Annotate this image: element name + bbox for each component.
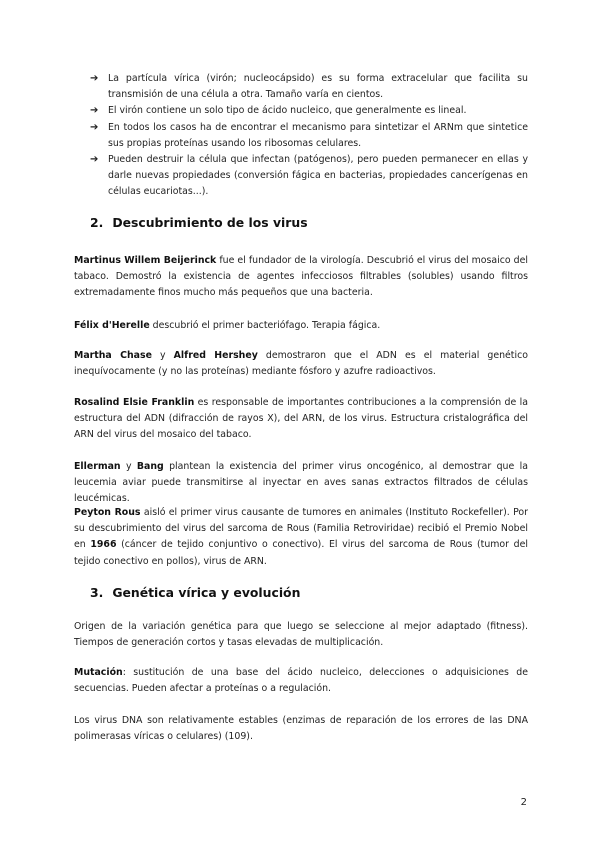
list-item: ➔ El virón contiene un solo tipo de ácido nucleico, que generalmente es lineal.: [90, 103, 528, 119]
arrow-icon: ➔: [90, 73, 99, 84]
list-item: ➔ La partícula vírica (virón; nucleocápsido) es su forma extracelular que facilita su transmisión de una célula a otra. Tamaño varía en cientos.: [90, 73, 528, 101]
paragraph-herelle: Félix d'Herelle descubrió el primer bacteriófago. Terapia fágica.: [74, 320, 381, 331]
section-2-heading: 2. Descubrimiento de los virus: [90, 215, 308, 230]
arrow-icon: ➔: [90, 105, 99, 117]
list-item: ➔ En todos los casos ha de encontrar el mecanismo para sintetizar el ARNm que sintetice sus propias proteínas usando los ribosomas celulares.: [90, 121, 528, 149]
paragraph-chase-hershey: Martha Chase y Alfred Hershey demostraron que el ADN es el material genético inequívocamente (y no las proteínas) mediante fósforo y azufre radioactivos.: [74, 350, 528, 378]
arrow-icon: ➔: [90, 154, 99, 166]
paragraph-rous: Peyton Rous aisló el primer virus causante de tumores en animales (Instituto Rockefeller). Por su descubrimiento del virus del sarcoma de Rous (Familia Retroviridae) recibió el Premio Nobel en 1966 (cáncer de tejido conjuntivo o conectivo). El virus del sarcoma de Rous (tumor del tejido conectivo en pollos), virus de ARN.: [74, 507, 528, 567]
paragraph-franklin: Rosalind Elsie Franklin es responsable de importantes contribuciones a la comprensión de la estructura del ADN (difracción de rayos X), del ARN, de los virus. Estructura cristalográfica del ARN del virus del mosaico del tabaco.: [74, 397, 528, 441]
page-number: 2: [520, 797, 527, 808]
section-3-heading: 3. Genética vírica y evolución: [90, 585, 301, 600]
paragraph-ellerman-bang: Ellerman y Bang plantean la existencia del primer virus oncogénico, al demostrar que la leucemia aviar puede transmitirse al inyectar en aves sanas extractos filtrados de células leucémicas.: [74, 461, 528, 505]
bullet-list: [90, 71, 528, 201]
paragraph-beijerinck: Martinus Willem Beijerinck fue el fundador de la virología. Descubrió el virus del mosaico del tabaco. Demostró la existencia de agentes infecciosos filtrables (solubles) usando filtros extremadamente finos mucho más pequeños que una bacteria.: [74, 255, 528, 299]
paragraph-virus-dna: Los virus DNA son relativamente estables (enzimas de reparación de los errores de las DNA polimerasas víricas o celulares) (109).: [74, 715, 528, 743]
list-item: ➔ Pueden destruir la célula que infectan (patógenos), pero pueden permanecer en ellas y darle nuevas propiedades (conversión fágica en bacterias, propiedades cancerígenas en células eucariotas...).: [90, 154, 528, 198]
paragraph-variacion: Origen de la variación genética para que luego se seleccione al mejor adaptado (fitness). Tiempos de generación cortos y tasas elevadas de multiplicación.: [74, 621, 528, 649]
arrow-icon: ➔: [90, 121, 99, 133]
paragraph-mutacion: Mutación: sustitución de una base del ácido nucleico, delecciones o adquisiciones de secuencias. Pueden afectar a proteínas o a regulación.: [74, 667, 528, 695]
